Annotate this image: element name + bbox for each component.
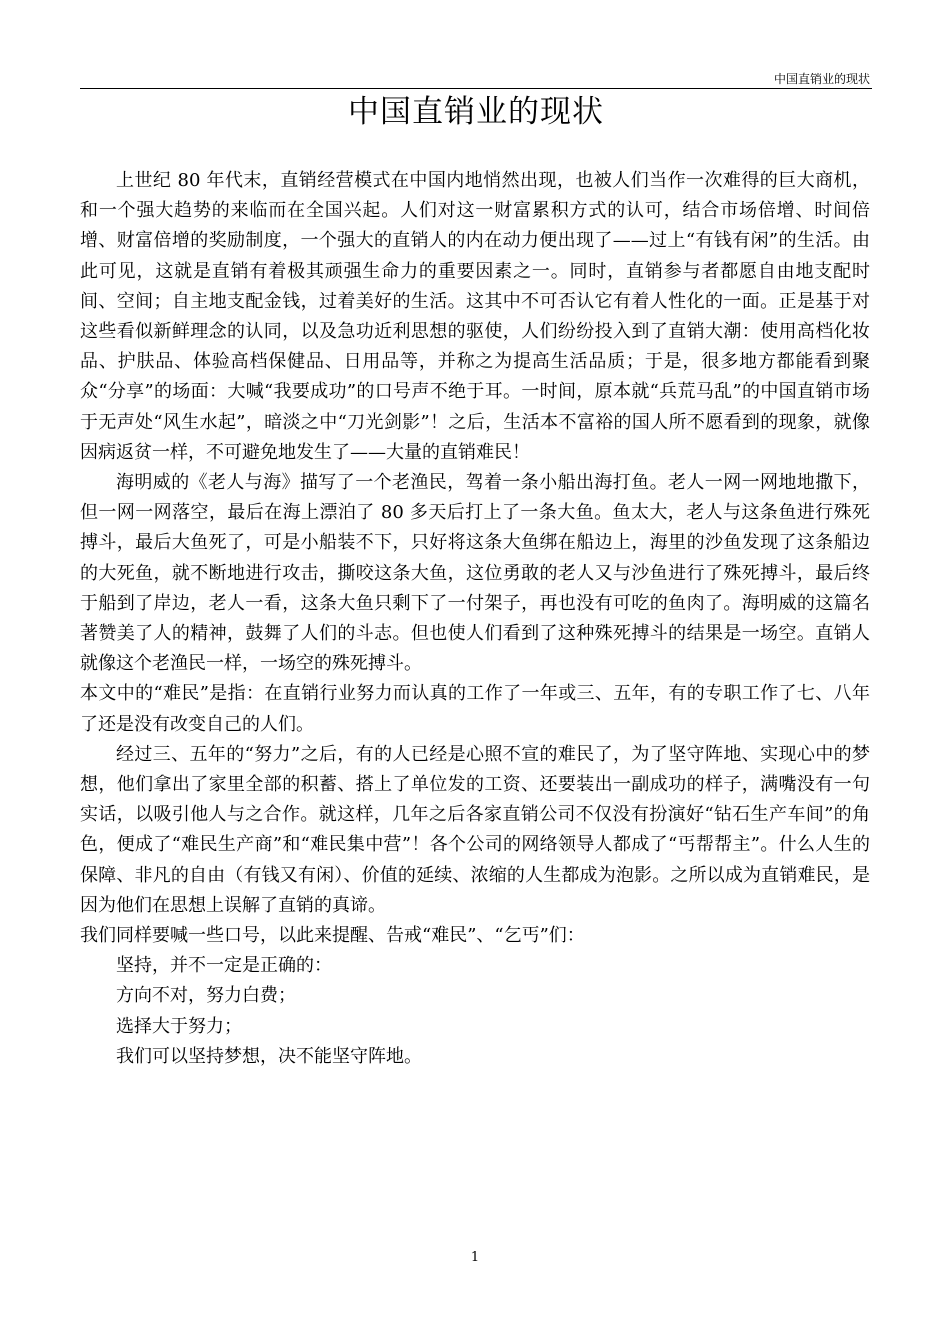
document-title: 中国直销业的现状 (348, 94, 604, 130)
slogan-line: 坚持，并不一定是正确的： (116, 955, 332, 977)
slogan-line: 选择大于努力； (116, 1015, 242, 1037)
paragraph-slogans-intro: 我们同样要喊一些口号，以此来提醒、告戒“难民”、“乞丐”们： (80, 925, 585, 947)
running-header: 中国直销业的现状 (773, 72, 870, 86)
slogan-line: 方向不对，努力白费； (116, 985, 296, 1007)
header-rule (80, 88, 872, 89)
slogan-line: 我们可以坚持梦想，决不能坚守阵地。 (116, 1045, 422, 1067)
document-body (80, 166, 870, 1072)
paragraph-intro: 上世纪 80 年代末，直销经营模式在中国内地悄然出现，也被人们当作一次难得的巨大商机，和一个强大趋势的来临而在全国兴起。人们对这一财富累积方式的认可，结合市场倍增、时间倍增、财富倍增的奖励制度，一个强大的直销人的内在动力便出现了——过上“有钱有闲”的生活。由此可见，这就是直销有着极其顽强生命力的重要因素之一。同时，直销参与者都愿自由地支配时间、空间；自主地支配金钱，过着美好的生活。这其中不可否认它有着人性化的一面。正是基于对这些看似新鲜理念的认同，以及急功近利思想的驱使，人们纷纷投入到了直销大潮：使用高档化妆品、护肤品、体验高档保健品、日用品等，并称之为提高生活品质；于是，很多地方都能看到聚众“分享”的场面：大喊“我要成功”的口号声不绝于耳。一时间，原本就“兵荒马乱”的中国直销市场于无声处“风生水起”，暗淡之中“刀光剑影”！之后，生活本不富裕的国人所不愿看到的现象，就像因病返贫一样，不可避免地发生了——大量的直销难民！ (80, 170, 870, 463)
paragraph-old-man-and-sea: 海明威的《老人与海》描写了一个老渔民，驾着一条小船出海打鱼。老人一网一网地地撒下，但一网一网落空，最后在海上漂泊了 80 多天后打上了一条大鱼。鱼太大，老人与这条鱼进行殊死搏斗，最后大鱼死了，可是小船装不下，只好将这条大鱼绑在船边上，海里的沙鱼发现了这条船边的大死鱼，就不断地进行攻击，撕咬这条大鱼，这位勇敢的老人又与沙鱼进行了殊死搏斗，最后终于船到了岸边，老人一看，这条大鱼只剩下了一付架子，再也没有可吃的鱼肉了。海明威的这篇名著赞美了人的精神，鼓舞了人们的斗志。但也使人们看到了这种殊死搏斗的结果是一场空。直销人就像这个老渔民一样，一场空的殊死搏斗。 (80, 472, 870, 675)
paragraph-refugees: 经过三、五年的“努力”之后，有的人已经是心照不宣的难民了，为了坚守阵地、实现心中的梦想，他们拿出了家里全部的积蓄、搭上了单位发的工资、还要装出一副成功的样子，满嘴没有一句实话，以吸引他人与之合作。就这样，几年之后各家直销公司不仅没有扮演好“钻石生产车间”的角色，便成了“难民生产商”和“难民集中营”！各个公司的网络领导人都成了“丐帮帮主”。什么人生的保障、非凡的自由（有钱又有闲）、价值的延续、浓缩的人生都成为泡影。之所以成为直销难民，是因为他们在思想上误解了直销的真谛。 (80, 743, 870, 916)
page-number: 1 (470, 1250, 480, 1265)
paragraph-definition: 本文中的“难民”是指：在直销行业努力而认真的工作了一年或三、五年，有的专职工作了七、八年了还是没有改变自己的人们。 (80, 683, 870, 735)
